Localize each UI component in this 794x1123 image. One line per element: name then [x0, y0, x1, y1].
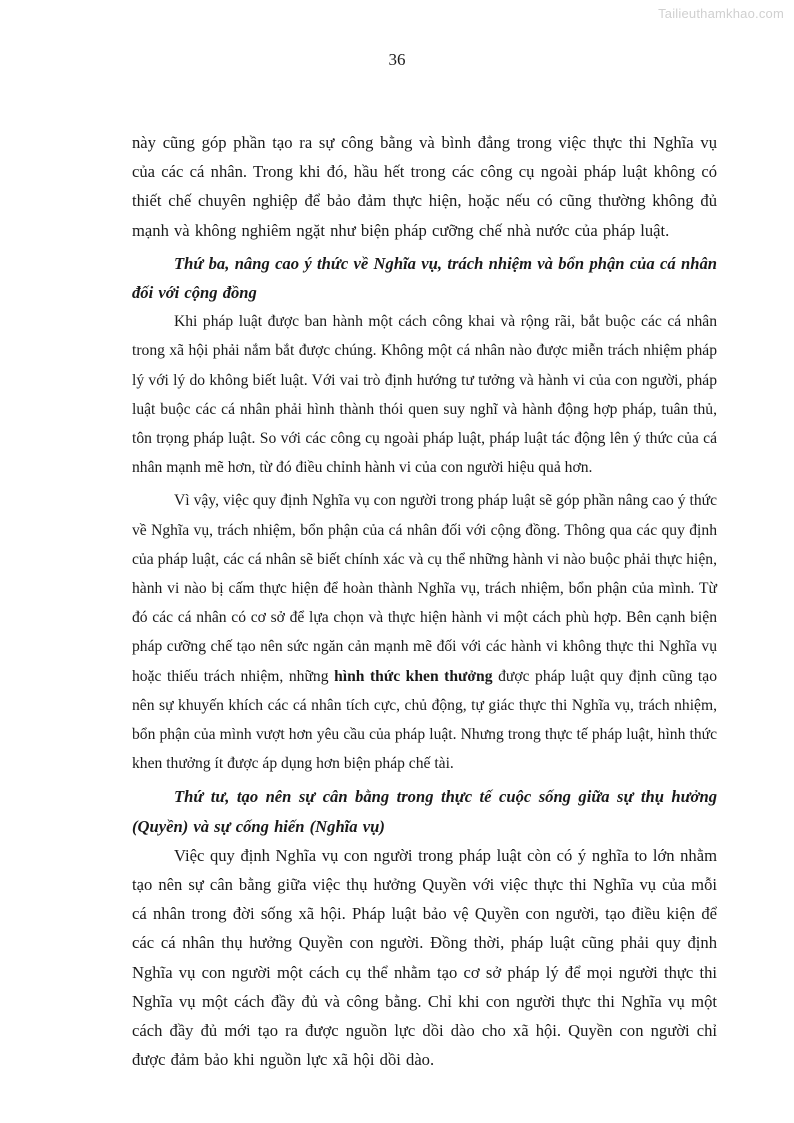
- page-number: 36: [388, 50, 406, 69]
- paragraph-legal-awareness: Khi pháp luật được ban hành một cách công khai và rộng rãi, bắt buộc các cá nhân trong xã hội phải nắm bắt được chúng. Không một cá nhân nào được miễn trách nhiệm pháp lý với lý do không biết luật. Với vai trò định hướng tư tưởng và hành vi của con người, pháp luật buộc các cá nhân phải hình thành thói quen suy nghĩ và hành động hợp pháp, tuân thủ, tôn trọng pháp luật. So với các công cụ ngoài pháp luật, pháp luật tác động lên ý thức của cá nhân mạnh mẽ hơn, từ đó điều chỉnh hành vi của con người hiệu quả hơn.: [132, 313, 717, 477]
- paragraph-text-part-a: Vì vậy, việc quy định Nghĩa vụ con người trong pháp luật sẽ góp phần nâng cao ý thức về Nghĩa vụ, trách nhiệm, bổn phận của cá nhân đối với cộng đồng. Thông qua các quy định của pháp luật, các cá nhân sẽ biết chính xác và cụ thể những hành vi nào buộc phải thực hiện, hành vi nào bị cấm thực hiện để hoàn thành Nghĩa vụ, trách nhiệm, bổn phận của mình. Từ đó các cá nhân có cơ sở để lựa chọn và thực hiện hành vi một cách phù hợp. Bên cạnh biện pháp cưỡng chế tạo nên sức ngăn cản mạnh mẽ đối với các hành vi không thực thi Nghĩa vụ hoặc thiếu trách nhiệm, những: [132, 492, 717, 685]
- section-heading-thu-ba: Thứ ba, nâng cao ý thức về Nghĩa vụ, trách nhiệm và bổn phận của cá nhân đối với cộng đồng: [132, 253, 717, 303]
- paragraph-text-part-b: được pháp luật quy định cũng tạo nên sự khuyến khích các cá nhân tích cực, chủ động, tự giác thực thi Nghĩa vụ, trách nhiệm, bổn phận của mình vượt hơn yêu cầu của pháp luật. Nhưng trong thực tế pháp luật, hình thức khen thưởng ít được áp dụng hơn biện pháp chế tài.: [132, 667, 717, 773]
- paragraph-balance: Việc quy định Nghĩa vụ con người trong pháp luật còn có ý nghĩa to lớn nhằm tạo nên sự cân bằng giữa việc thụ hưởng Quyền với việc thực thi Nghĩa vụ của mỗi cá nhân trong đời sống xã hội. Pháp luật bảo vệ Quyền con người, tạo điều kiện để các cá nhân thụ hưởng Quyền con người. Đồng thời, pháp luật cũng phải quy định Nghĩa vụ con người một cách cụ thể nhằm tạo cơ sở pháp lý để mọi người thực thi Nghĩa vụ một cách đầy đủ và công bằng. Chỉ khi con người thực thi Nghĩa vụ một cách đầy đủ mới tạo ra được nguồn lực dồi dào cho xã hội. Quyền con người chỉ được đảm bảo khi nguồn lực xã hội dồi dào.: [132, 845, 717, 1070]
- page-body: [132, 128, 717, 1075]
- paragraph-obligation-awareness: [132, 486, 717, 778]
- section-heading-thu-tu: Thứ tư, tạo nên sự cân bằng trong thực tế cuộc sống giữa sự thụ hưởng (Quyền) và sự cống hiến (Nghĩa vụ): [132, 787, 717, 836]
- paragraph-continuation: này cũng góp phần tạo ra sự công bằng và bình đẳng trong việc thực thi Nghĩa vụ của các cá nhân. Trong khi đó, hầu hết trong các công cụ ngoài pháp luật không có thiết chế chuyên nghiệp để bảo đảm thực hiện, hoặc nếu có cũng thường không đủ mạnh và không nghiêm ngặt như biện pháp cưỡng chế nhà nước của pháp luật.: [132, 133, 717, 240]
- bold-phrase-reward: hình thức khen thưởng: [334, 667, 493, 685]
- watermark: Tailieuthamkhao.com: [658, 6, 784, 21]
